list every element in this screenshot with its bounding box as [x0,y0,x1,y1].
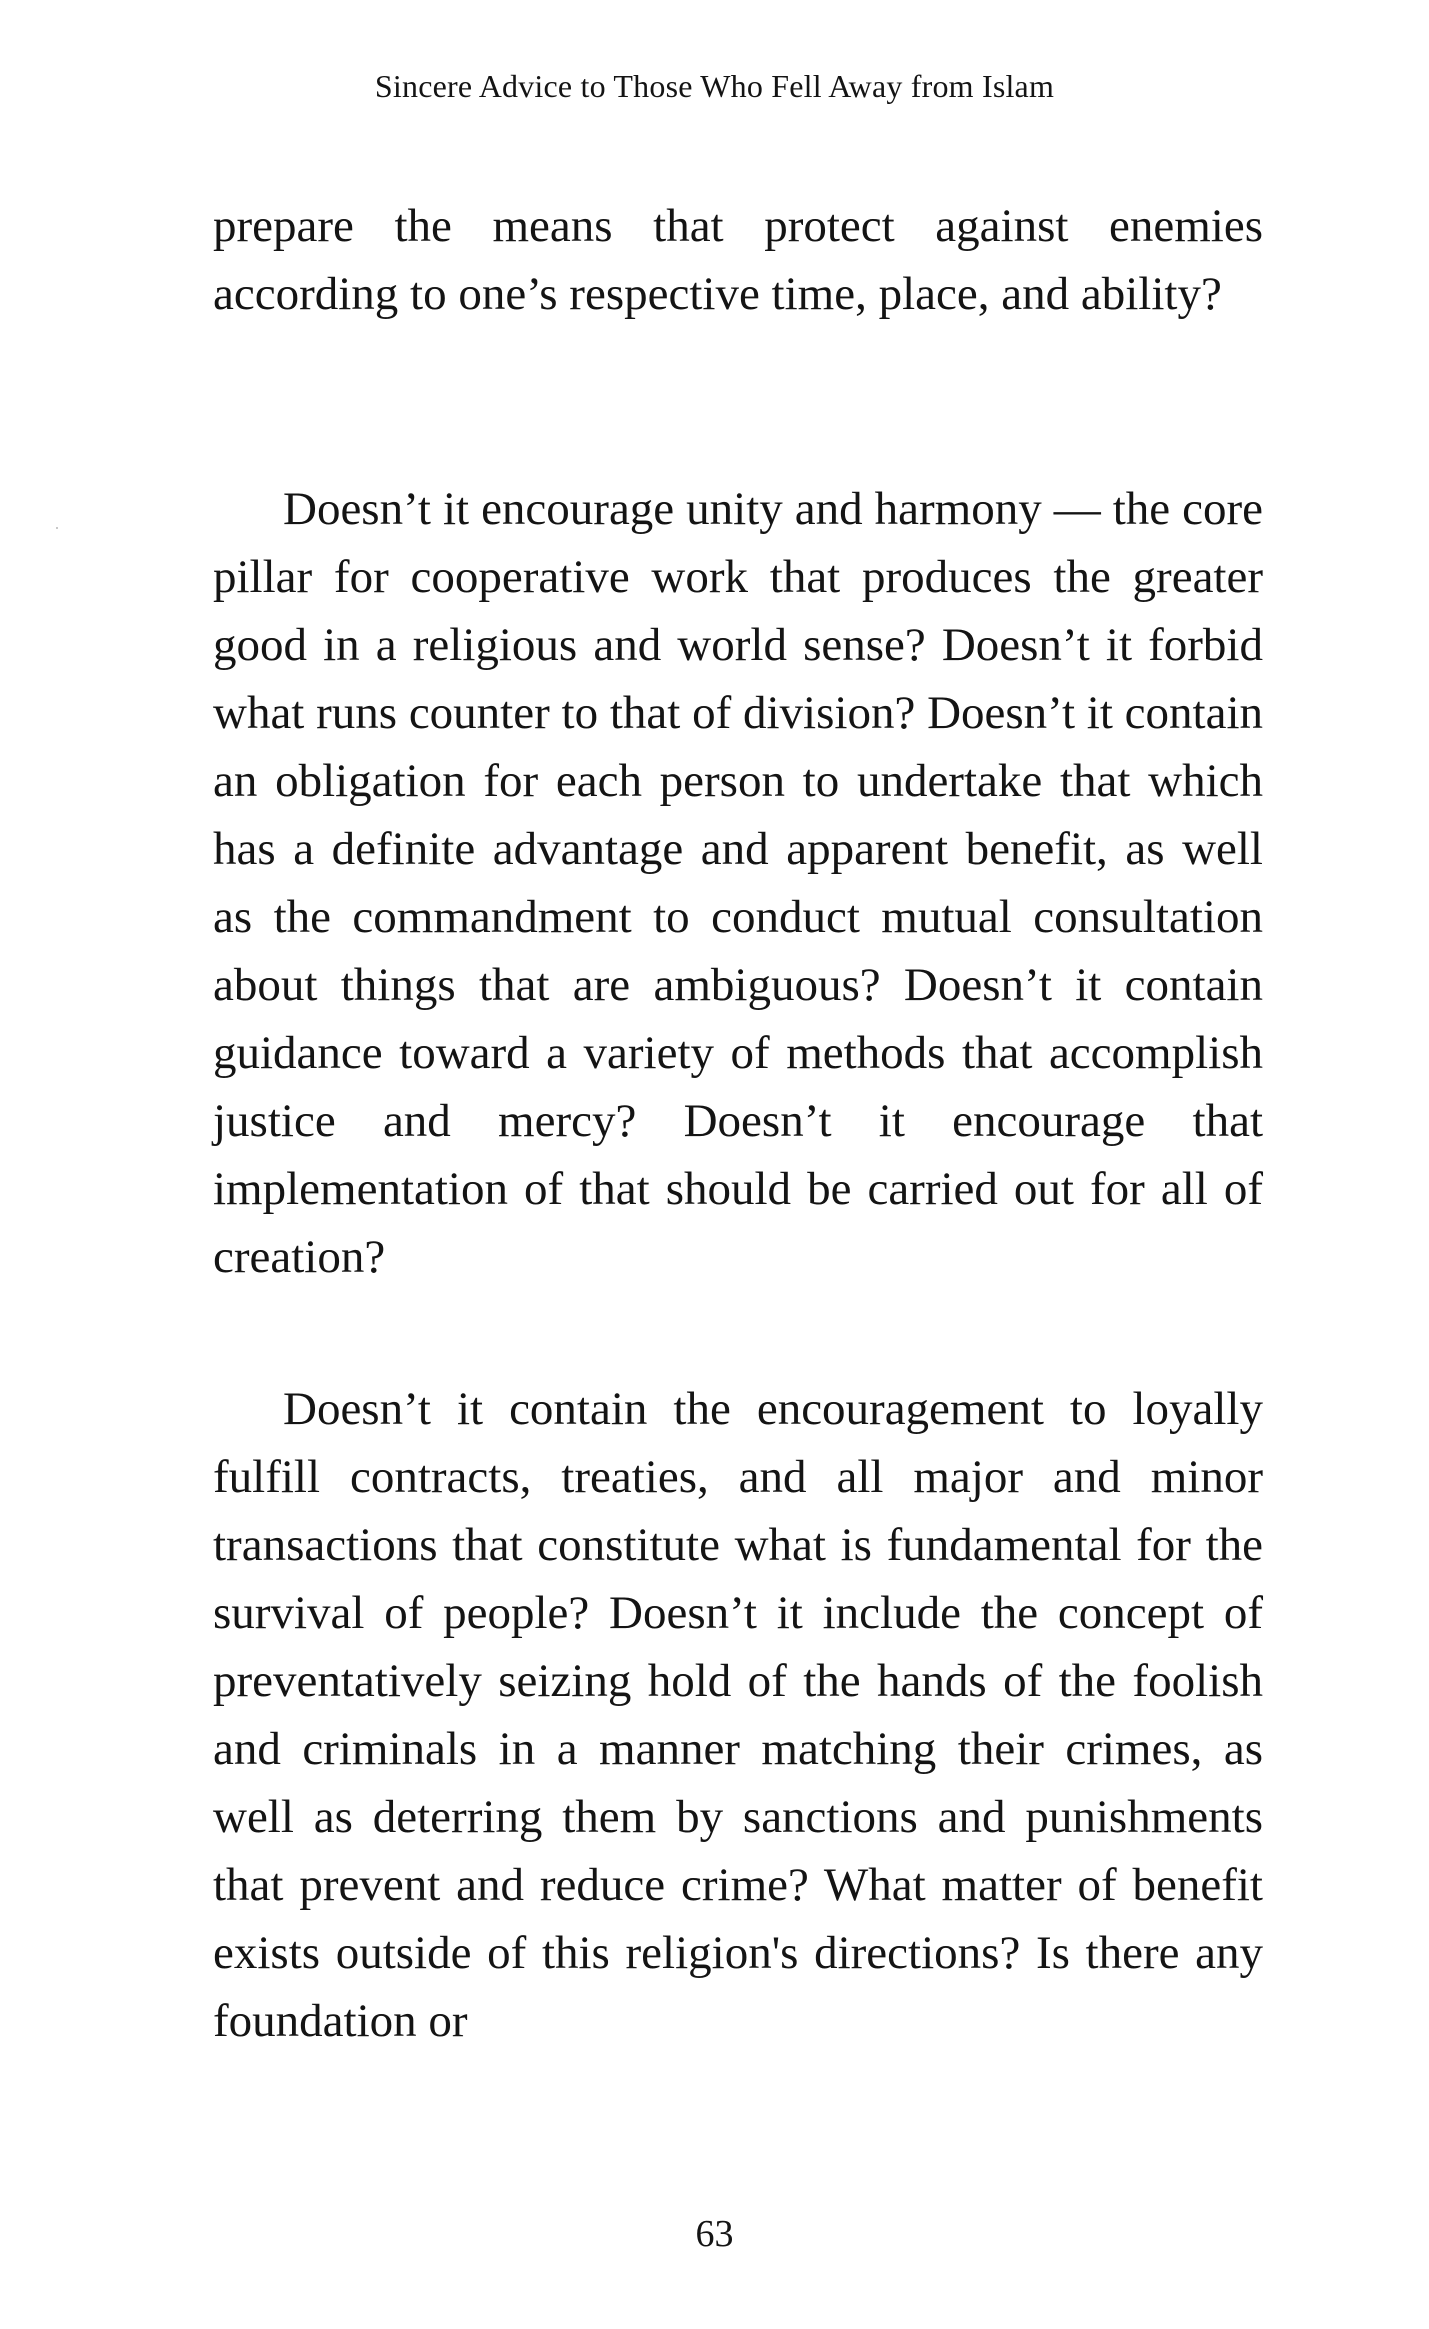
scan-speck [56,527,58,529]
paragraph-3: Doesn’t it contain the encouragement to loyally fulfill contracts, treaties, and all major and minor transactions that constitute what is fundamental for the survival of people? Doesn’t it include the concept of preventatively seizing hold of the hands of the foolish and criminals in a manner matching their crimes, as well as deterring them by sanctions and punishments that prevent and reduce crime? What matter of benefit exists outside of this religion's directions? Is there any foundation or [213,1383,1263,2047]
page-number: 63 [695,2213,734,2255]
paragraph-1: prepare the means that protect against enemies according to one’s respective time, place, and ability? [213,200,1263,320]
paragraph-2: Doesn’t it encourage unity and harmony — the core pillar for cooperative work that produces the greater good in a religious and world sense? Doesn’t it forbid what runs counter to that of division? Doesn’t it contain an obligation for each person to undertake that which has a definite advantage and apparent benefit, as well as the commandment to conduct mutual consultation about things that are ambiguous? Doesn’t it contain guidance toward a variety of methods that accomplish justice and mercy? Doesn’t it encourage that implementation of that should be carried out for all of creation? [213,483,1263,1283]
running-header: Sincere Advice to Those Who Fell Away from Islam [374,68,1055,104]
